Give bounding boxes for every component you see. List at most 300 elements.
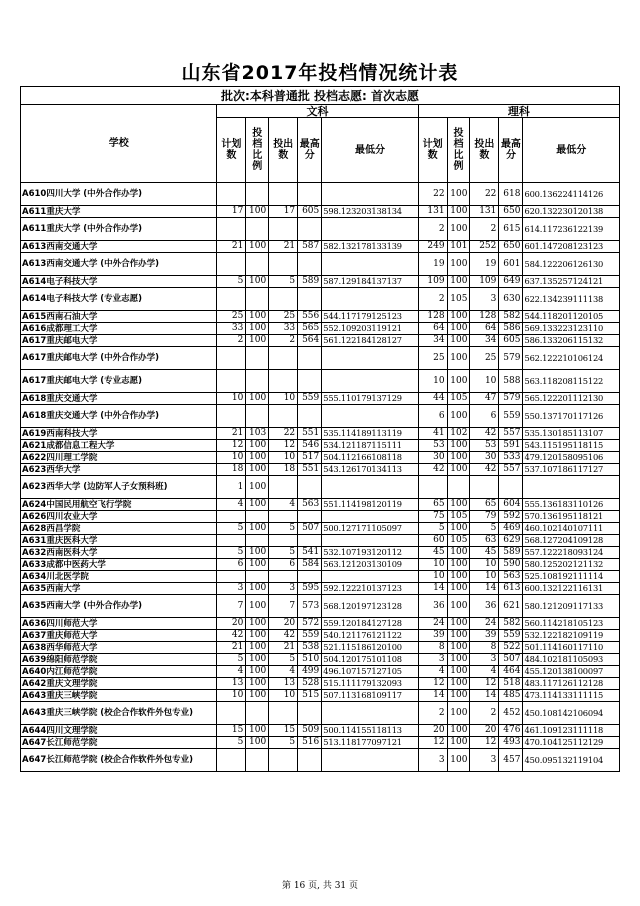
like-admit-cell: 8 [470, 642, 499, 654]
wenke-max-cell: 559 [298, 630, 322, 642]
like-admit-cell: 3 [470, 749, 499, 772]
like-min-cell: 535.130185113107 [523, 428, 620, 440]
table-row [21, 499, 620, 511]
wenke-min-cell [322, 476, 418, 499]
wenke-min-cell: 552.109203119121 [322, 323, 418, 335]
wenke-ratio-cell: 100 [246, 440, 269, 452]
wenke-plan-cell [217, 347, 246, 370]
like-ratio-cell: 100 [447, 347, 470, 370]
wenke-admit-cell: 42 [269, 630, 298, 642]
table-row [21, 702, 620, 725]
school-name: A626四川农业大学 [21, 511, 217, 523]
wenke-admit-cell: 2 [269, 335, 298, 347]
like-min-cell: 637.135257124121 [523, 276, 620, 288]
like-max-cell: 485 [499, 690, 523, 702]
table-row [21, 241, 620, 253]
like-ratio-cell: 100 [447, 559, 470, 571]
wenke-min-cell: 521.115186120100 [322, 642, 418, 654]
header-school: 学校 [21, 105, 217, 183]
wenke-admit-cell: 20 [269, 618, 298, 630]
wenke-ratio-cell: 100 [246, 311, 269, 323]
like-plan-cell: 14 [418, 583, 447, 595]
wenke-ratio-cell: 100 [246, 547, 269, 559]
table-row [21, 737, 620, 749]
school-name: A633成都中医药大学 [21, 559, 217, 571]
wenke-min-cell: 504.112166108118 [322, 452, 418, 464]
wenke-max-cell: 499 [298, 666, 322, 678]
wenke-min-cell: 513.118177097121 [322, 737, 418, 749]
table-row [21, 559, 620, 571]
like-min-cell: 620.132230120138 [523, 206, 620, 218]
like-plan-cell: 30 [418, 452, 447, 464]
like-max-cell: 559 [499, 630, 523, 642]
table-row [21, 654, 620, 666]
wenke-min-cell: 559.120184127128 [322, 618, 418, 630]
header-like-ratio: 投档比例 [447, 118, 470, 183]
like-min-cell: 600.132122116131 [523, 583, 620, 595]
school-name: A628西昌学院 [21, 523, 217, 535]
school-name: A613西南交通大学 (中外合作办学) [21, 253, 217, 276]
like-admit-cell: 3 [470, 288, 499, 311]
wenke-max-cell: 595 [298, 583, 322, 595]
wenke-plan-cell: 13 [217, 678, 246, 690]
like-ratio-cell: 100 [447, 595, 470, 618]
wenke-plan-cell: 2 [217, 335, 246, 347]
like-ratio-cell: 100 [447, 323, 470, 335]
wenke-max-cell: 510 [298, 654, 322, 666]
wenke-ratio-cell: 100 [246, 559, 269, 571]
like-min-cell: 455.120138100097 [523, 666, 620, 678]
like-max-cell: 557 [499, 428, 523, 440]
wenke-ratio-cell [246, 535, 269, 547]
like-ratio-cell: 100 [447, 642, 470, 654]
wenke-plan-cell: 5 [217, 654, 246, 666]
like-max-cell: 507 [499, 654, 523, 666]
like-min-cell: 622.134239111138 [523, 288, 620, 311]
school-name: A610四川大学 (中外合作办学) [21, 183, 217, 206]
table-row [21, 288, 620, 311]
wenke-ratio-cell [246, 511, 269, 523]
like-ratio-cell: 100 [447, 737, 470, 749]
like-max-cell: 518 [499, 678, 523, 690]
like-plan-cell: 10 [418, 559, 447, 571]
like-max-cell: 582 [499, 311, 523, 323]
table-row [21, 428, 620, 440]
wenke-plan-cell [217, 511, 246, 523]
like-admit-cell: 42 [470, 428, 499, 440]
wenke-admit-cell: 4 [269, 666, 298, 678]
school-name: A643重庆三峡学院 (校企合作软件外包专业) [21, 702, 217, 725]
like-plan-cell: 2 [418, 288, 447, 311]
header-like-plan: 计划数 [418, 118, 447, 183]
wenke-max-cell: 563 [298, 499, 322, 511]
like-plan-cell: 2 [418, 702, 447, 725]
table-row [21, 347, 620, 370]
like-plan-cell: 10 [418, 571, 447, 583]
wenke-ratio-cell: 100 [246, 630, 269, 642]
wenke-min-cell [322, 571, 418, 583]
wenke-plan-cell: 10 [217, 690, 246, 702]
wenke-min-cell [322, 702, 418, 725]
header-wenke: 文科 [217, 105, 418, 118]
wenke-admit-cell [269, 405, 298, 428]
school-name: A611重庆大学 [21, 206, 217, 218]
wenke-plan-cell: 15 [217, 725, 246, 737]
wenke-admit-cell: 5 [269, 737, 298, 749]
wenke-max-cell: 559 [298, 393, 322, 405]
table-row [21, 690, 620, 702]
wenke-min-cell: 532.107193120112 [322, 547, 418, 559]
wenke-admit-cell: 25 [269, 311, 298, 323]
like-max-cell: 557 [499, 464, 523, 476]
like-admit-cell: 24 [470, 618, 499, 630]
batch-line: 批次:本科普通批 投档志愿: 首次志愿 [21, 87, 620, 105]
like-admit-cell: 30 [470, 452, 499, 464]
table-row [21, 749, 620, 772]
wenke-min-cell: 587.129184137137 [322, 276, 418, 288]
like-ratio-cell: 100 [447, 311, 470, 323]
wenke-max-cell [298, 253, 322, 276]
like-admit-cell: 53 [470, 440, 499, 452]
like-ratio-cell: 100 [447, 405, 470, 428]
school-name: A643重庆三峡学院 [21, 690, 217, 702]
table-row [21, 323, 620, 335]
batch-row [21, 87, 620, 105]
like-plan-cell: 10 [418, 370, 447, 393]
wenke-plan-cell [217, 183, 246, 206]
wenke-ratio-cell [246, 347, 269, 370]
header-wenke-min: 最低分 [322, 118, 418, 183]
like-ratio-cell: 100 [447, 523, 470, 535]
like-min-cell: 532.122182109119 [523, 630, 620, 642]
school-name: A616成都理工大学 [21, 323, 217, 335]
wenke-admit-cell: 4 [269, 499, 298, 511]
table-row [21, 452, 620, 464]
wenke-max-cell [298, 370, 322, 393]
wenke-ratio-cell [246, 749, 269, 772]
wenke-plan-cell: 21 [217, 642, 246, 654]
like-min-cell: 525.108192111114 [523, 571, 620, 583]
wenke-max-cell: 528 [298, 678, 322, 690]
wenke-max-cell: 572 [298, 618, 322, 630]
wenke-min-cell: 507.113168109117 [322, 690, 418, 702]
wenke-ratio-cell: 100 [246, 323, 269, 335]
like-ratio-cell: 100 [447, 725, 470, 737]
like-min-cell: 584.122206126130 [523, 253, 620, 276]
wenke-min-cell: 563.121203130109 [322, 559, 418, 571]
wenke-admit-cell: 21 [269, 241, 298, 253]
like-min-cell: 600.136224114126 [523, 183, 620, 206]
header-group-row [21, 105, 620, 118]
wenke-plan-cell [217, 370, 246, 393]
wenke-plan-cell: 5 [217, 523, 246, 535]
like-max-cell: 650 [499, 206, 523, 218]
table-row [21, 678, 620, 690]
wenke-min-cell [322, 253, 418, 276]
like-plan-cell: 24 [418, 618, 447, 630]
like-ratio-cell: 100 [447, 440, 470, 452]
wenke-ratio-cell: 100 [246, 678, 269, 690]
like-max-cell: 452 [499, 702, 523, 725]
wenke-max-cell: 584 [298, 559, 322, 571]
wenke-min-cell: 598.123203138134 [322, 206, 418, 218]
wenke-ratio-cell: 100 [246, 452, 269, 464]
wenke-plan-cell: 4 [217, 666, 246, 678]
like-admit-cell: 79 [470, 511, 499, 523]
header-like-admit: 投出数 [470, 118, 499, 183]
like-admit-cell: 65 [470, 499, 499, 511]
school-name: A614电子科技大学 [21, 276, 217, 288]
school-name: A617重庆邮电大学 (专业志愿) [21, 370, 217, 393]
like-max-cell: 613 [499, 583, 523, 595]
wenke-ratio-cell: 100 [246, 241, 269, 253]
header-like-min: 最低分 [523, 118, 620, 183]
like-plan-cell: 6 [418, 405, 447, 428]
table-row [21, 511, 620, 523]
school-name: A634川北医学院 [21, 571, 217, 583]
wenke-ratio-cell [246, 571, 269, 583]
table-row [21, 666, 620, 678]
like-ratio-cell: 100 [447, 547, 470, 559]
like-plan-cell: 8 [418, 642, 447, 654]
wenke-min-cell: 500.114155118113 [322, 725, 418, 737]
wenke-min-cell: 500.127171105097 [322, 523, 418, 535]
wenke-plan-cell [217, 702, 246, 725]
like-admit-cell: 14 [470, 583, 499, 595]
like-min-cell: 569.133223123110 [523, 323, 620, 335]
wenke-max-cell: 507 [298, 523, 322, 535]
like-min-cell: 601.147208123123 [523, 241, 620, 253]
wenke-max-cell [298, 405, 322, 428]
wenke-admit-cell [269, 749, 298, 772]
wenke-min-cell: 561.122184128127 [322, 335, 418, 347]
like-plan-cell: 109 [418, 276, 447, 288]
wenke-admit-cell: 33 [269, 323, 298, 335]
wenke-min-cell [322, 405, 418, 428]
school-name: A617重庆邮电大学 [21, 335, 217, 347]
like-plan-cell: 3 [418, 654, 447, 666]
like-max-cell: 630 [499, 288, 523, 311]
header-like-max: 最高分 [499, 118, 523, 183]
wenke-max-cell: 541 [298, 547, 322, 559]
like-max-cell: 476 [499, 725, 523, 737]
like-max-cell: 604 [499, 499, 523, 511]
wenke-max-cell: 556 [298, 311, 322, 323]
wenke-ratio-cell [246, 183, 269, 206]
school-name: A623西华大学 [21, 464, 217, 476]
wenke-admit-cell: 10 [269, 452, 298, 464]
header-wenke-admit: 投出数 [269, 118, 298, 183]
wenke-max-cell [298, 511, 322, 523]
like-ratio-cell: 100 [447, 571, 470, 583]
wenke-max-cell: 551 [298, 464, 322, 476]
like-min-cell: 586.133206115132 [523, 335, 620, 347]
wenke-plan-cell [217, 218, 246, 241]
wenke-admit-cell [269, 370, 298, 393]
wenke-plan-cell [217, 405, 246, 428]
admission-table-container [20, 86, 620, 772]
like-admit-cell: 109 [470, 276, 499, 288]
school-name: A624中国民用航空飞行学院 [21, 499, 217, 511]
wenke-max-cell [298, 535, 322, 547]
like-ratio-cell: 100 [447, 618, 470, 630]
wenke-ratio-cell: 100 [246, 642, 269, 654]
wenke-ratio-cell: 100 [246, 464, 269, 476]
like-min-cell: 460.102140107111 [523, 523, 620, 535]
wenke-ratio-cell: 100 [246, 583, 269, 595]
like-max-cell: 618 [499, 183, 523, 206]
wenke-admit-cell: 15 [269, 725, 298, 737]
wenke-ratio-cell: 100 [246, 654, 269, 666]
like-max-cell: 579 [499, 393, 523, 405]
like-plan-cell: 65 [418, 499, 447, 511]
page-footer: 第 16 页, 共 31 页 [281, 881, 359, 891]
wenke-plan-cell: 21 [217, 428, 246, 440]
like-plan-cell: 60 [418, 535, 447, 547]
like-plan-cell: 22 [418, 183, 447, 206]
wenke-admit-cell [269, 535, 298, 547]
like-plan-cell: 75 [418, 511, 447, 523]
like-min-cell: 570.136195118121 [523, 511, 620, 523]
wenke-ratio-cell: 100 [246, 690, 269, 702]
wenke-min-cell: 551.114198120119 [322, 499, 418, 511]
like-ratio-cell: 100 [447, 183, 470, 206]
like-max-cell: 650 [499, 241, 523, 253]
wenke-min-cell: 534.121187115111 [322, 440, 418, 452]
table-row [21, 183, 620, 206]
admission-table [20, 86, 620, 772]
school-name: A621成都信息工程大学 [21, 440, 217, 452]
wenke-ratio-cell [246, 288, 269, 311]
like-min-cell: 501.114160117110 [523, 642, 620, 654]
school-name: A647长江师范学院 (校企合作软件外包专业) [21, 749, 217, 772]
like-plan-cell: 25 [418, 347, 447, 370]
like-admit-cell: 252 [470, 241, 499, 253]
like-ratio-cell: 100 [447, 666, 470, 678]
like-max-cell [499, 476, 523, 499]
like-min-cell: 450.095132119104 [523, 749, 620, 772]
like-max-cell: 592 [499, 511, 523, 523]
table-row [21, 535, 620, 547]
wenke-max-cell: 515 [298, 690, 322, 702]
wenke-plan-cell: 33 [217, 323, 246, 335]
wenke-admit-cell: 21 [269, 642, 298, 654]
wenke-ratio-cell: 100 [246, 595, 269, 618]
like-max-cell: 586 [499, 323, 523, 335]
wenke-admit-cell: 5 [269, 276, 298, 288]
wenke-ratio-cell: 100 [246, 335, 269, 347]
like-admit-cell: 6 [470, 405, 499, 428]
like-max-cell: 621 [499, 595, 523, 618]
wenke-admit-cell: 7 [269, 595, 298, 618]
like-ratio-cell: 100 [447, 464, 470, 476]
like-ratio-cell: 100 [447, 218, 470, 241]
school-name: A622四川理工学院 [21, 452, 217, 464]
wenke-min-cell [322, 288, 418, 311]
like-min-cell: 568.127204109128 [523, 535, 620, 547]
school-name: A614电子科技大学 (专业志愿) [21, 288, 217, 311]
like-min-cell: 563.118208115122 [523, 370, 620, 393]
like-ratio-cell: 100 [447, 276, 470, 288]
like-max-cell: 582 [499, 618, 523, 630]
wenke-plan-cell [217, 288, 246, 311]
wenke-plan-cell: 20 [217, 618, 246, 630]
like-ratio-cell: 100 [447, 702, 470, 725]
like-plan-cell: 12 [418, 678, 447, 690]
like-ratio-cell: 100 [447, 370, 470, 393]
like-min-cell: 544.118201120105 [523, 311, 620, 323]
like-min-cell: 550.137170117126 [523, 405, 620, 428]
like-admit-cell: 12 [470, 737, 499, 749]
wenke-min-cell: 592.122210137123 [322, 583, 418, 595]
like-min-cell: 473.114133111115 [523, 690, 620, 702]
wenke-plan-cell: 1 [217, 476, 246, 499]
like-ratio-cell: 100 [447, 678, 470, 690]
like-ratio-cell: 102 [447, 428, 470, 440]
wenke-max-cell [298, 183, 322, 206]
wenke-plan-cell: 5 [217, 276, 246, 288]
like-admit-cell: 25 [470, 347, 499, 370]
like-max-cell: 579 [499, 347, 523, 370]
wenke-ratio-cell: 100 [246, 393, 269, 405]
wenke-max-cell: 546 [298, 440, 322, 452]
like-admit-cell: 10 [470, 559, 499, 571]
like-ratio-cell: 100 [447, 499, 470, 511]
wenke-min-cell: 504.120175101108 [322, 654, 418, 666]
wenke-ratio-cell [246, 370, 269, 393]
wenke-max-cell [298, 702, 322, 725]
wenke-max-cell: 565 [298, 323, 322, 335]
like-admit-cell: 36 [470, 595, 499, 618]
like-admit-cell: 2 [470, 702, 499, 725]
like-plan-cell: 44 [418, 393, 447, 405]
like-plan-cell: 64 [418, 323, 447, 335]
wenke-ratio-cell: 100 [246, 666, 269, 678]
wenke-min-cell [322, 218, 418, 241]
wenke-ratio-cell: 100 [246, 737, 269, 749]
like-min-cell: 565.122201112130 [523, 393, 620, 405]
like-ratio-cell: 105 [447, 511, 470, 523]
wenke-min-cell [322, 511, 418, 523]
wenke-plan-cell: 17 [217, 206, 246, 218]
wenke-ratio-cell: 100 [246, 276, 269, 288]
wenke-max-cell [298, 571, 322, 583]
wenke-plan-cell: 3 [217, 583, 246, 595]
like-admit-cell: 42 [470, 464, 499, 476]
school-name: A636四川师范大学 [21, 618, 217, 630]
like-admit-cell [470, 476, 499, 499]
like-admit-cell: 4 [470, 666, 499, 678]
wenke-ratio-cell: 100 [246, 618, 269, 630]
school-name: A623西华大学 (边防军人子女预科班) [21, 476, 217, 499]
like-admit-cell: 45 [470, 547, 499, 559]
wenke-max-cell [298, 749, 322, 772]
wenke-admit-cell: 5 [269, 654, 298, 666]
like-max-cell: 533 [499, 452, 523, 464]
like-max-cell: 601 [499, 253, 523, 276]
school-name: A618重庆交通大学 [21, 393, 217, 405]
like-plan-cell: 2 [418, 218, 447, 241]
like-min-cell: 461.109123111118 [523, 725, 620, 737]
table-row [21, 218, 620, 241]
wenke-plan-cell: 18 [217, 464, 246, 476]
like-max-cell: 605 [499, 335, 523, 347]
school-name: A647长江师范学院 [21, 737, 217, 749]
wenke-min-cell [322, 535, 418, 547]
school-name: A644四川文理学院 [21, 725, 217, 737]
like-admit-cell: 2 [470, 218, 499, 241]
wenke-max-cell: 587 [298, 241, 322, 253]
